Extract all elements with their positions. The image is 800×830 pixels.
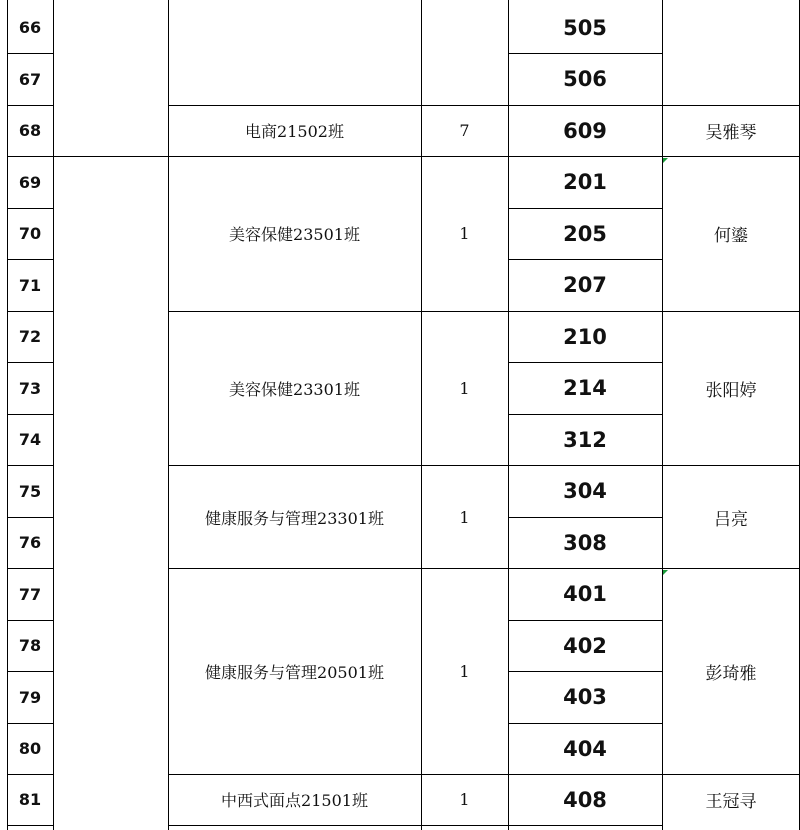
cell-marker-icon [663, 158, 668, 163]
student-count-cell[interactable]: 1 [459, 662, 470, 681]
teacher-group-divider [662, 156, 800, 157]
row-number-cell[interactable]: 78 [18, 636, 42, 656]
class-name-cell[interactable]: 美容保健23501班 [229, 225, 360, 245]
teacher-group-divider [662, 311, 800, 312]
room-number-cell[interactable]: 308 [563, 530, 607, 555]
room-number-cell[interactable]: 207 [563, 273, 607, 298]
row-number-cell[interactable]: 75 [18, 481, 42, 501]
student-count-cell[interactable]: 1 [459, 507, 470, 527]
department-cell[interactable] [53, 0, 168, 157]
teacher-cell[interactable]: 彭琦雅 [705, 664, 757, 684]
student-count-cell[interactable] [421, 2, 508, 105]
room-number-cell[interactable]: 205 [563, 221, 607, 246]
class-name-cell[interactable]: 美容保健23301班 [229, 379, 360, 399]
room-number-cell[interactable]: 201 [563, 170, 607, 195]
teacher-cell[interactable]: 何鎏 [714, 226, 748, 247]
row-number-cell[interactable]: 71 [18, 275, 42, 295]
student-count-cell[interactable]: 1 [459, 378, 470, 398]
row-number-cell[interactable]: 77 [18, 584, 42, 604]
room-number-cell[interactable]: 609 [563, 118, 607, 143]
grid-line-vertical [662, 0, 663, 830]
grid-line-vertical [53, 0, 54, 830]
class-name-cell[interactable]: 健康服务与管理20501班 [205, 663, 384, 682]
class-name-cell[interactable] [168, 2, 421, 105]
row-number-cell[interactable]: 80 [18, 739, 42, 759]
row-number-cell[interactable]: 70 [18, 224, 42, 244]
row-number-cell[interactable]: 67 [18, 69, 42, 89]
class-name-cell[interactable]: 电商21502班 [245, 122, 344, 142]
row-number-cell[interactable]: 79 [18, 687, 42, 707]
room-number-cell[interactable]: 312 [563, 427, 607, 452]
class-name-cell[interactable]: 中西式面点21501班 [221, 791, 368, 811]
teacher-cell[interactable]: 吴雅琴 [705, 123, 757, 144]
room-number-cell[interactable]: 403 [563, 685, 607, 710]
room-number-cell[interactable]: 214 [563, 376, 607, 401]
room-divider [508, 825, 662, 826]
teacher-group-divider [662, 774, 800, 775]
room-number-cell[interactable]: 402 [563, 633, 607, 658]
teacher-cell[interactable]: 张阳婷 [705, 380, 757, 401]
row-divider [7, 825, 53, 826]
teacher-group-divider [662, 105, 800, 106]
class-group-divider [168, 825, 508, 826]
row-number-cell[interactable]: 68 [18, 121, 42, 141]
teacher-cell[interactable] [662, 2, 800, 105]
room-number-cell[interactable]: 404 [563, 736, 607, 761]
row-number-cell[interactable]: 81 [18, 790, 42, 810]
room-number-cell[interactable]: 505 [563, 15, 607, 40]
student-count-cell[interactable]: 1 [459, 790, 470, 810]
class-name-cell[interactable]: 健康服务与管理23301班 [205, 508, 384, 528]
room-number-cell[interactable]: 408 [563, 787, 607, 812]
cell-marker-icon [663, 570, 668, 575]
room-number-cell[interactable]: 401 [563, 582, 607, 607]
room-number-cell[interactable]: 210 [563, 324, 607, 349]
row-number-cell[interactable]: 69 [18, 172, 42, 192]
department-cell[interactable] [53, 157, 168, 830]
teacher-group-divider [662, 465, 800, 466]
teacher-cell[interactable]: 吕亮 [714, 509, 748, 530]
grid-line-vertical [421, 0, 422, 830]
teacher-group-divider [662, 568, 800, 569]
grid-line-vertical [7, 0, 8, 830]
grid-line-vertical [508, 0, 509, 830]
row-number-cell[interactable]: 76 [18, 533, 42, 553]
row-number-cell[interactable]: 73 [18, 378, 42, 398]
row-number-cell[interactable]: 66 [18, 18, 42, 38]
teacher-cell[interactable]: 王冠寻 [705, 792, 757, 813]
student-count-cell[interactable]: 7 [459, 121, 470, 141]
room-number-cell[interactable]: 506 [563, 67, 607, 92]
room-number-cell[interactable]: 304 [563, 479, 607, 504]
grid-line-vertical [168, 0, 169, 830]
student-count-cell[interactable]: 1 [459, 224, 470, 244]
row-number-cell[interactable]: 72 [18, 327, 42, 347]
row-number-cell[interactable]: 74 [18, 430, 42, 450]
